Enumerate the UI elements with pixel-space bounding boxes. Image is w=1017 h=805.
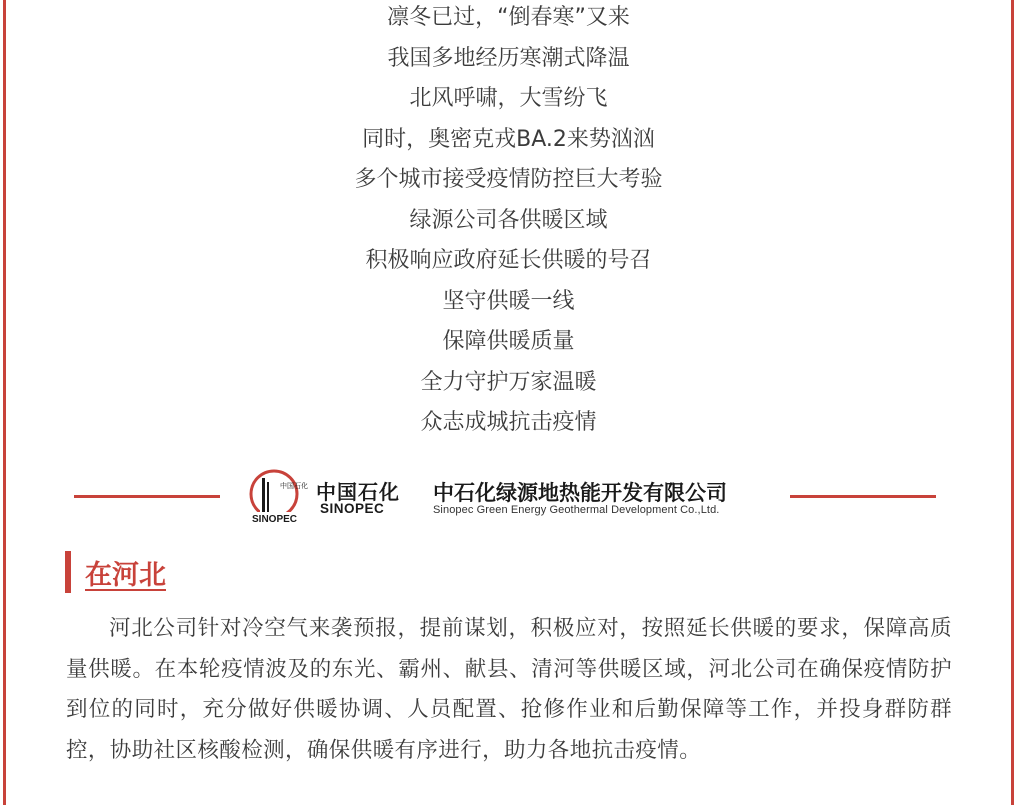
- sinopec-english-name: SINOPEC: [320, 501, 385, 516]
- logo-mark-text: SINOPEC: [252, 514, 298, 525]
- poem-line: 全力守护万家温暖: [420, 369, 597, 395]
- poem-line: 同时，奥密克戎BA.2来势汹汹: [362, 126, 655, 152]
- poem-line: 保障供暖质量: [442, 329, 575, 354]
- sinopec-logo-icon: [246, 468, 308, 525]
- section-paragraph: 河北公司针对冷空气来袭预报，提前谋划，积极应对，按照延长供暖的要求，保障高质量供暖。在本轮疫情波及的东光、霸州、献县、清河等供暖区域，河北公司在确保疫情防护到位的同时，充分做好供暖协调、人员配置、抢修作业和后勤保障等工作，并投身群防群控，协助社区核酸检测，确保供暖有序进行，助力各地抗击疫情。: [66, 616, 952, 763]
- section-heading-text: 在河北: [85, 559, 166, 591]
- poem-line: 众志成城抗击疫情: [420, 410, 597, 435]
- logo-seal-text: 中国石化: [280, 482, 308, 490]
- banner-divider-right: [790, 495, 936, 498]
- poem-line: 积极响应政府延长供暖的号召: [365, 248, 652, 273]
- heading-accent-bar: [65, 551, 71, 593]
- poem-line: 凛冬已过，“倒春寒”又来: [387, 5, 630, 30]
- company-english-name: Sinopec Green Energy Geothermal Development Co.,Ltd.: [433, 504, 720, 516]
- section-heading: [65, 551, 166, 593]
- poem-line: 多个城市接受疫情防控巨大考验: [354, 167, 663, 192]
- poem-line: 绿源公司各供暖区域: [409, 207, 608, 233]
- banner-divider-left: [74, 495, 220, 498]
- company-banner: [0, 464, 1017, 528]
- sinopec-chinese-name: 中国石化: [316, 480, 400, 504]
- poem-line: 我国多地经历寒潮式降温: [387, 45, 630, 71]
- company-chinese-name: 中石化绿源地热能开发有限公司: [433, 481, 727, 505]
- poem-line: 北风呼啸，大雪纷飞: [409, 86, 608, 111]
- poem-line: 坚守供暖一线: [442, 288, 575, 314]
